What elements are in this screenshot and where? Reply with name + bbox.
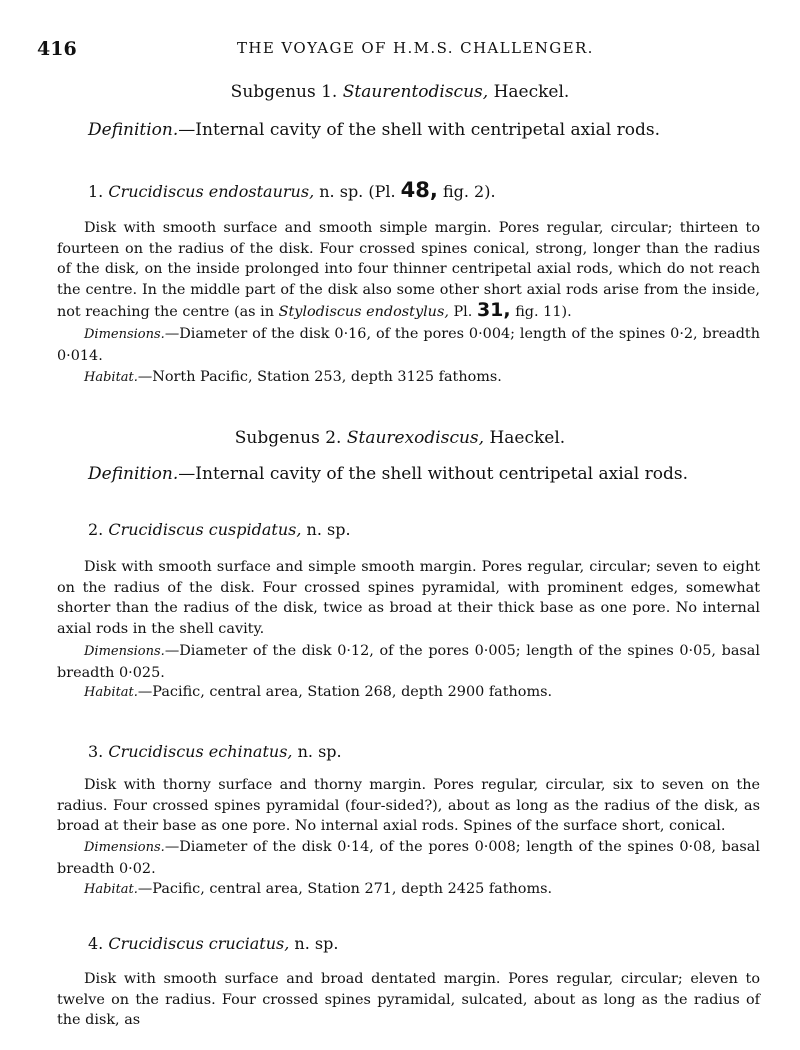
subgenus-2-author: Haeckel. <box>489 428 566 448</box>
species-number: 4. <box>88 934 104 953</box>
definition-text: —Internal cavity of the shell without centripetal axial rods. <box>178 464 688 484</box>
definition-text: —Internal cavity of the shell with centripetal axial rods. <box>178 120 660 140</box>
dimensions-text: —Diameter of the disk 0·12, of the pores 0·005; length of the spines 0·05, basal breadth 0·025. <box>57 643 760 681</box>
species-1-description <box>57 218 760 323</box>
definition-label: Definition. <box>88 464 179 484</box>
running-title: THE VOYAGE OF H.M.S. CHALLENGER. <box>237 39 594 57</box>
species-3-dimensions <box>57 837 760 879</box>
dimensions-label: Dimensions. <box>84 840 165 855</box>
species-3-description <box>57 775 760 837</box>
dimensions-label: Dimensions. <box>84 644 165 659</box>
species-status: n. sp. <box>306 520 351 539</box>
subgenus-1-name: Staurentodiscus, <box>342 82 489 102</box>
habitat-label: Habitat. <box>84 882 138 897</box>
definition-label: Definition. <box>88 120 179 140</box>
figure-ref: fig. 11). <box>515 304 572 321</box>
subgenus-1-heading <box>0 82 800 102</box>
species-1-habitat <box>57 367 502 389</box>
plate-number: 31, <box>476 299 511 322</box>
species-3-habitat <box>57 879 552 901</box>
species-number: 3. <box>88 742 104 761</box>
species-name: Crucidiscus cuspidatus, <box>108 520 302 539</box>
subgenus-1-prefix: Subgenus 1. <box>230 82 338 102</box>
subgenus-2-name: Staurexodiscus, <box>346 428 485 448</box>
species-1-dimensions <box>57 324 760 366</box>
description-text: Disk with smooth surface and simple smooth margin. Pores regular, circular; seven to eight on the radius of the disk. Four crossed spines pyramidal, with prominent edges, somewhat shorter than the radius of the disk, twice as broad at their thick base as one pore. No internal axial rods in the shell cavity. <box>57 559 760 637</box>
description-text: Disk with smooth surface and smooth simple margin. Pores regular, circular; thirteen to fourteen on the radius of the disk. Four crossed spines conical, strong, longer than the radius of the disk, on the inside prolonged into four thinner centripetal axial rods, which do not reach the centre. In the middle part of the disk also some other short axial rods arise from the inside, not reaching the centre (as in <box>57 220 760 321</box>
page-number: 416 <box>37 38 77 60</box>
species-name: Crucidiscus endostaurus, <box>108 182 315 201</box>
species-status: n. sp. (Pl. <box>319 182 396 201</box>
subgenus-1-author: Haeckel. <box>493 82 570 102</box>
species-1-heading <box>88 178 496 202</box>
species-4-heading <box>88 934 338 953</box>
dimensions-label: Dimensions. <box>84 327 165 342</box>
species-number: 1. <box>88 182 104 201</box>
species-3-heading <box>88 742 342 761</box>
species-status: n. sp. <box>294 934 339 953</box>
habitat-text: —North Pacific, Station 253, depth 3125 fathoms. <box>137 369 502 385</box>
species-2-habitat <box>57 682 552 704</box>
description-text: Disk with thorny surface and thorny margin. Pores regular, circular, six to seven on the radius. Four crossed spines pyramidal (four-sided?), about as long as the radius of the disk, as broad at their base as one pore. No internal axial rods. Spines of the surface short, conical. <box>57 777 760 835</box>
habitat-text: —Pacific, central area, Station 268, depth 2900 fathoms. <box>137 684 553 700</box>
species-4-description <box>57 969 760 1031</box>
subgenus-2-heading <box>0 428 800 448</box>
habitat-text: —Pacific, central area, Station 271, depth 2425 fathoms. <box>137 881 553 897</box>
species-2-dimensions <box>57 641 760 683</box>
reference-species: Stylodiscus endostylus, <box>278 304 449 321</box>
figure-ref: fig. 2). <box>442 182 496 201</box>
description-text: Disk with smooth surface and broad dentated margin. Pores regular, circular; eleven to twelve on the radius. Four crossed spines pyramidal, sulcated, about as long as the radius of the disk, as <box>57 971 760 1029</box>
species-2-heading <box>88 520 351 539</box>
species-name: Crucidiscus cruciatus, <box>108 934 290 953</box>
species-number: 2. <box>88 520 104 539</box>
page-header <box>37 38 763 64</box>
plate-number: 48, <box>400 178 438 202</box>
habitat-label: Habitat. <box>84 685 138 700</box>
plate-label: Pl. <box>453 304 473 321</box>
subgenus-1-definition <box>88 120 660 140</box>
species-name: Crucidiscus echinatus, <box>108 742 293 761</box>
dimensions-text: —Diameter of the disk 0·16, of the pores 0·004; length of the spines 0·2, breadth 0·014. <box>57 326 760 364</box>
habitat-label: Habitat. <box>84 370 138 385</box>
dimensions-text: —Diameter of the disk 0·14, of the pores 0·008; length of the spines 0·08, basal breadth 0·02. <box>57 839 760 877</box>
species-2-description <box>57 557 760 639</box>
species-status: n. sp. <box>297 742 342 761</box>
subgenus-2-prefix: Subgenus 2. <box>234 428 342 448</box>
subgenus-2-definition <box>88 464 688 484</box>
